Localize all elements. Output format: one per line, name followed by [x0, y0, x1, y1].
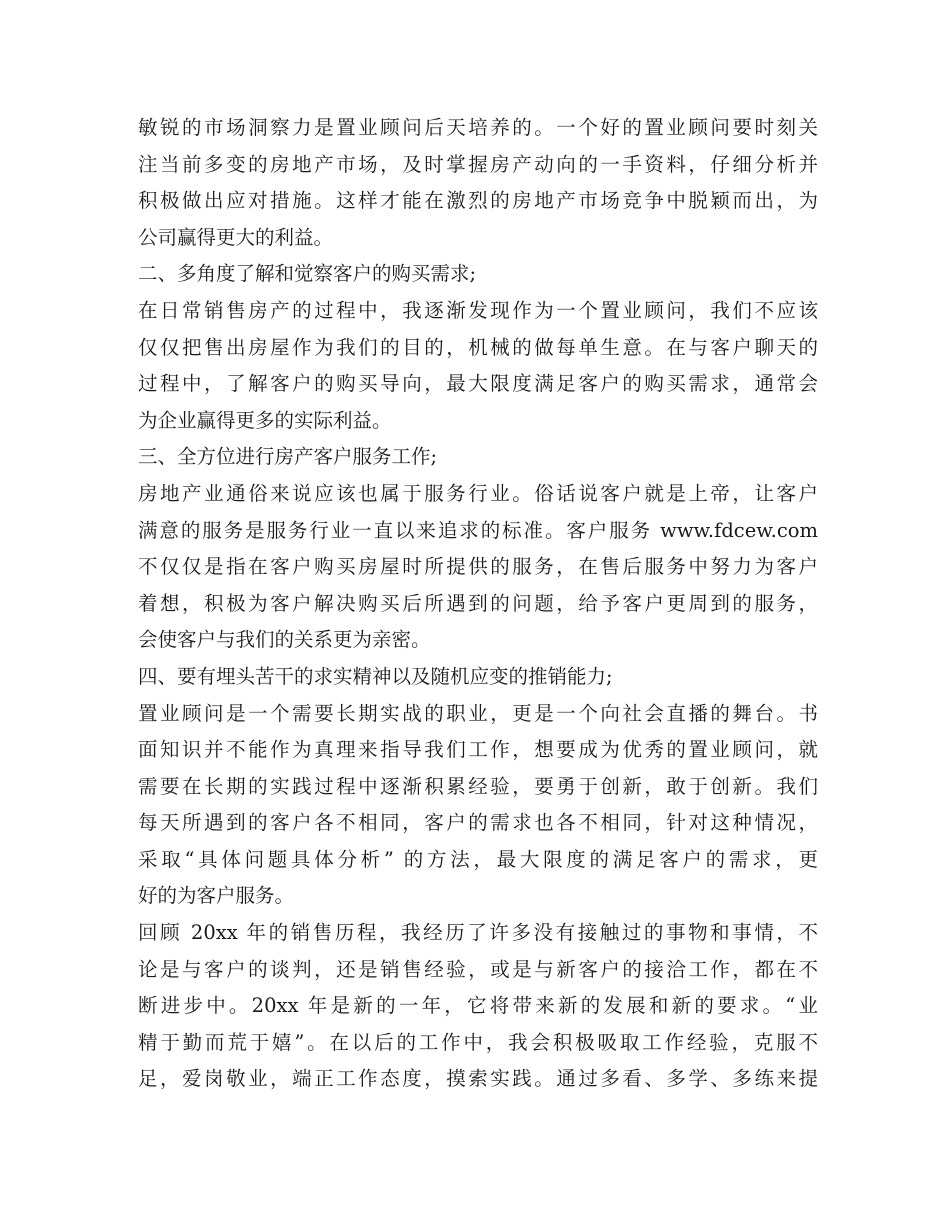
text-line: 过程中，了解客户的购买导向，最大限度满足客户的购买需求，通常会	[138, 372, 818, 396]
document-body-text	[138, 110, 818, 1098]
text-line: 三、全方位进行房产客户服务工作;	[138, 445, 438, 469]
text-line: 公司赢得更大的利益。	[138, 225, 334, 249]
text-line: 面知识并不能作为真理来指导我们工作，想要成为优秀的置业顾问，就	[138, 738, 818, 762]
text-line: 注当前多变的房地产市场，及时掌握房产动向的一手资料，仔细分析并	[138, 152, 818, 176]
text-line: 足，爱岗敬业，端正工作态度，摸索实践。通过多看、多学、多练来提	[138, 1067, 818, 1091]
text-line: 论是与客户的谈判，还是销售经验，或是与新客户的接洽工作，都在不	[138, 957, 818, 981]
text-line: 积极做出应对措施。这样才能在激烈的房地产市场竞争中脱颖而出，为	[138, 189, 818, 213]
text-line: 为企业赢得更多的实际利益。	[138, 408, 392, 432]
text-line: 不仅仅是指在客户购买房屋时所提供的服务，在售后服务中努力为客户	[138, 555, 818, 579]
text-line: 断进步中。20xx 年是新的一年，它将带来新的发展和新的要求。“业	[138, 994, 818, 1018]
text-line: 满意的服务是服务行业一直以来追求的标准。客户服务 www.fdcew.com	[138, 518, 818, 542]
text-line: 房地产业通俗来说应该也属于服务行业。俗话说客户就是上帝，让客户	[138, 481, 818, 505]
text-line: 敏锐的市场洞察力是置业顾问后天培养的。一个好的置业顾问要时刻关	[138, 116, 818, 139]
text-line: 会使客户与我们的关系更为亲密。	[138, 628, 431, 652]
text-line: 二、多角度了解和觉察客户的购买需求;	[138, 262, 477, 286]
text-line: 着想，积极为客户解决购买后所遇到的问题，给予客户更周到的服务，	[138, 591, 818, 615]
text-line: 好的为客户服务。	[138, 884, 295, 908]
text-line: 精于勤而荒于嬉”。在以后的工作中，我会积极吸取工作经验，克服不	[138, 1030, 818, 1054]
text-line: 采取“具体问题具体分析” 的方法，最大限度的满足客户的需求，更	[138, 847, 818, 871]
text-line: 回顾 20xx 年的销售历程，我经历了许多没有接触过的事物和事情，不	[138, 921, 818, 945]
text-line: 每天所遇到的客户各不相同，客户的需求也各不相同，针对这种情况，	[138, 811, 818, 835]
text-line: 在日常销售房产的过程中，我逐渐发现作为一个置业顾问，我们不应该	[138, 298, 818, 322]
text-line: 需要在长期的实践过程中逐渐积累经验，要勇于创新，敢于创新。我们	[138, 774, 818, 798]
text-line: 四、要有埋头苦干的求实精神以及随机应变的推销能力;	[138, 664, 613, 688]
text-line: 仅仅把售出房屋作为我们的目的，机械的做每单生意。在与客户聊天的	[138, 335, 818, 359]
text-line: 置业顾问是一个需要长期实战的职业，更是一个向社会直播的舞台。书	[138, 701, 818, 725]
